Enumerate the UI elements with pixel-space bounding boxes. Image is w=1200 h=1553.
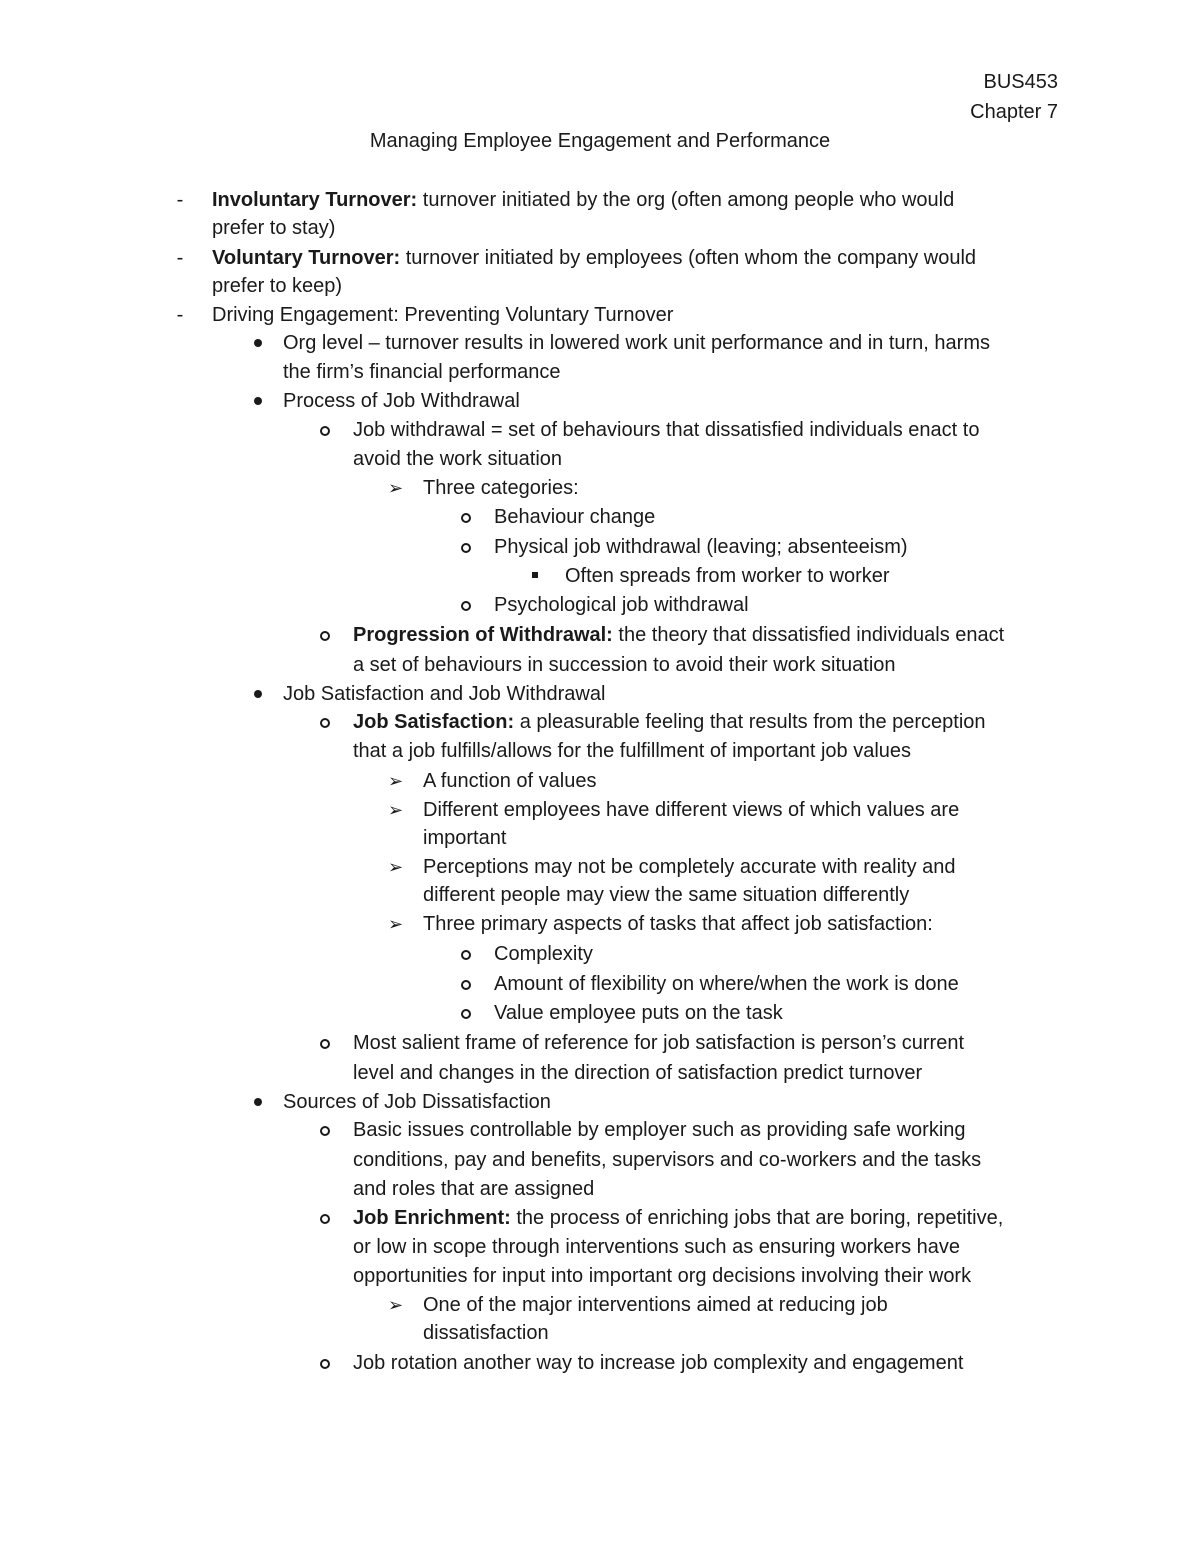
list-item-three-aspects: Three primary aspects of tasks that affect job satisfaction:: [423, 913, 933, 935]
list-item-behaviour-change: Behaviour change: [494, 506, 656, 528]
arrow-bullet-icon: ➢: [388, 857, 404, 877]
bullet-dot-icon: [254, 1098, 262, 1106]
list-item-sources: Sources of Job Dissatisfaction: [283, 1091, 551, 1113]
dash-bullet: -: [176, 189, 184, 211]
list-item-complexity: Complexity: [494, 943, 593, 965]
arrow-bullet-icon: ➢: [388, 478, 404, 498]
bullet-circle-icon: [320, 1214, 330, 1224]
list-item-js-jw: Job Satisfaction and Job Withdrawal: [283, 683, 606, 705]
list-item-three-categories: Three categories:: [423, 477, 579, 499]
list-item-continuation: conditions, pay and benefits, supervisors and co-workers and the tasks: [353, 1149, 982, 1171]
list-item-progression: [353, 621, 1004, 650]
list-item-value-task: Value employee puts on the task: [494, 1002, 783, 1024]
list-item-continuation: important: [423, 827, 507, 849]
bullet-square-icon: [532, 572, 538, 578]
list-item-spreads: Often spreads from worker to worker: [565, 565, 890, 587]
list-item-job-rotation: Job rotation another way to increase job complexity and engagement: [353, 1352, 964, 1374]
term-job-satisfaction: Job Satisfaction:: [353, 711, 515, 733]
arrow-bullet-icon: ➢: [388, 800, 404, 820]
list-item-psychological-withdrawal: Psychological job withdrawal: [494, 594, 749, 616]
page-title: Managing Employee Engagement and Performance: [369, 130, 831, 152]
list-item-continuation: dissatisfaction: [423, 1322, 549, 1344]
dash-bullet: -: [176, 247, 184, 269]
bullet-circle-icon: [461, 950, 471, 960]
arrow-bullet-icon: ➢: [388, 771, 404, 791]
list-item-driving-engagement: Driving Engagement: Preventing Voluntary Turnover: [212, 304, 674, 326]
term-involuntary-turnover: Involuntary Turnover:: [212, 189, 418, 211]
definition-text: the process of enriching jobs that are boring, repetitive,: [510, 1207, 1004, 1229]
list-item-continuation: opportunities for input into important org decisions involving their work: [353, 1265, 972, 1287]
list-item-function-values: A function of values: [423, 770, 597, 792]
list-item-job-enrichment: [353, 1204, 1003, 1233]
bullet-circle-icon: [461, 601, 471, 611]
list-item-continuation: or low in scope through interventions such as ensuring workers have: [353, 1236, 960, 1258]
list-item-continuation: that a job fulfills/allows for the fulfillment of important job values: [353, 740, 912, 762]
list-item-continuation: prefer to keep): [212, 275, 343, 297]
list-item-continuation: level and changes in the direction of satisfaction predict turnover: [353, 1062, 923, 1084]
list-item-job-withdrawal: Job withdrawal = set of behaviours that dissatisfied individuals enact to: [353, 419, 980, 441]
bullet-circle-icon: [320, 631, 330, 641]
list-item-physical-withdrawal: Physical job withdrawal (leaving; absenteeism): [494, 536, 908, 558]
bullet-circle-icon: [320, 1126, 330, 1136]
definition-text: a pleasurable feeling that results from the perception: [514, 711, 986, 733]
definition-text: turnover initiated by employees (often whom the company would: [400, 247, 977, 269]
chapter-label: Chapter 7: [970, 101, 1058, 123]
bullet-circle-icon: [320, 718, 330, 728]
list-item-continuation: different people may view the same situation differently: [423, 884, 910, 906]
list-item-job-satisfaction: [353, 708, 986, 737]
bullet-dot-icon: [254, 397, 262, 405]
bullet-circle-icon: [461, 1009, 471, 1019]
arrow-bullet-icon: ➢: [388, 914, 404, 934]
bullet-circle-icon: [461, 513, 471, 523]
list-item-org-level: Org level – turnover results in lowered work unit performance and in turn, harms: [283, 332, 990, 354]
list-item-continuation: the firm’s financial performance: [283, 361, 561, 383]
list-item-continuation: a set of behaviours in succession to avoid their work situation: [353, 654, 896, 676]
definition-text: turnover initiated by the org (often among people who would: [417, 189, 955, 211]
bullet-dot-icon: [254, 690, 262, 698]
course-code: BUS453: [983, 71, 1058, 93]
dash-bullet: -: [176, 304, 184, 326]
definition-text: the theory that dissatisfied individuals enact: [612, 624, 1005, 646]
list-item-major-interventions: One of the major interventions aimed at reducing job: [423, 1294, 888, 1316]
list-item-perceptions: Perceptions may not be completely accurate with reality and: [423, 856, 956, 878]
list-item-basic-issues: Basic issues controllable by employer such as providing safe working: [353, 1119, 966, 1141]
term-progression-withdrawal: Progression of Withdrawal:: [353, 624, 613, 646]
bullet-circle-icon: [461, 980, 471, 990]
bullet-circle-icon: [461, 543, 471, 553]
list-item-continuation: and roles that are assigned: [353, 1178, 595, 1200]
bullet-circle-icon: [320, 1039, 330, 1049]
bullet-circle-icon: [320, 1359, 330, 1369]
list-item-involuntary: [212, 186, 954, 215]
list-item-flexibility: Amount of flexibility on where/when the work is done: [494, 973, 959, 995]
list-item-different-views: Different employees have different views of which values are: [423, 799, 960, 821]
bullet-dot-icon: [254, 339, 262, 347]
term-job-enrichment: Job Enrichment:: [353, 1207, 511, 1229]
list-item-salient-frame: Most salient frame of reference for job satisfaction is person’s current: [353, 1032, 965, 1054]
term-voluntary-turnover: Voluntary Turnover:: [212, 247, 401, 269]
bullet-circle-icon: [320, 426, 330, 436]
list-item-voluntary: [212, 244, 976, 273]
list-item-continuation: avoid the work situation: [353, 448, 563, 470]
list-item-continuation: prefer to stay): [212, 217, 336, 239]
arrow-bullet-icon: ➢: [388, 1295, 404, 1315]
list-item-process-withdrawal: Process of Job Withdrawal: [283, 390, 520, 412]
